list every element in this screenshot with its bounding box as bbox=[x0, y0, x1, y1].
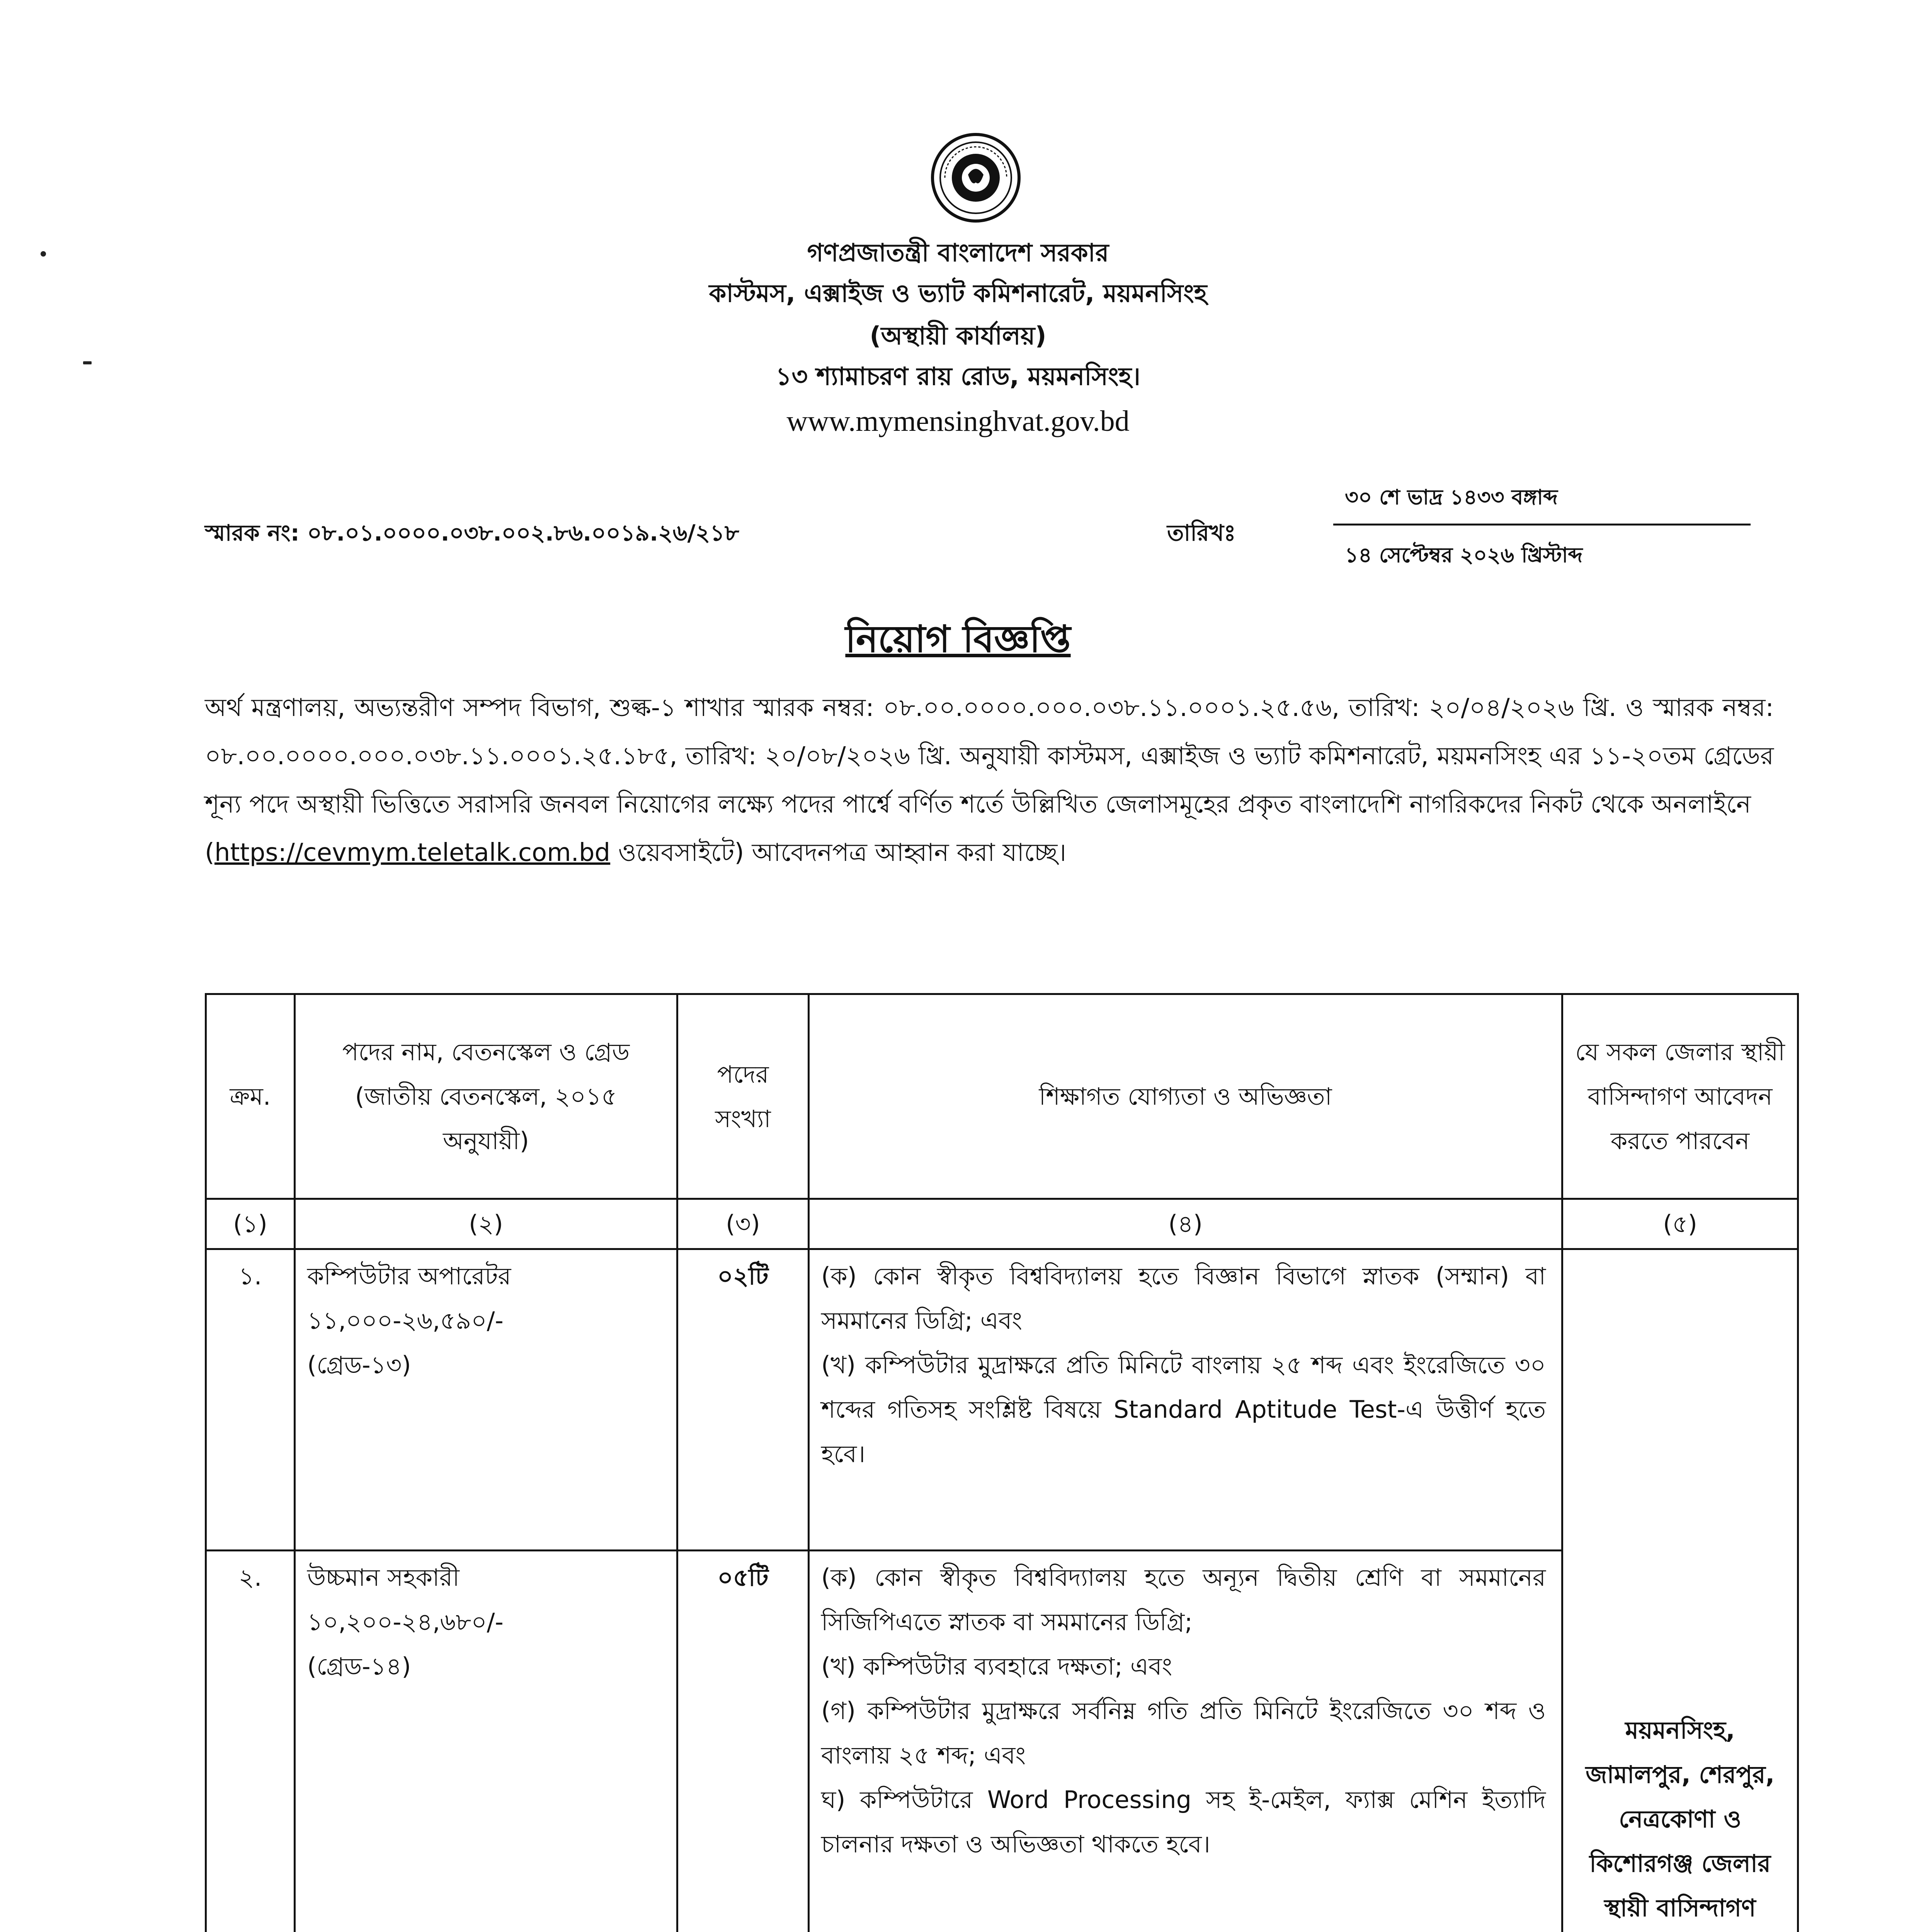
header-address: ১৩ শ্যামাচরণ রায় রোড, ময়মনসিংহ। bbox=[775, 362, 1141, 391]
row-qualifications bbox=[809, 1551, 1562, 1932]
header-temporary-office: (অস্থায়ী কার্যালয়) bbox=[870, 322, 1046, 350]
jobs-table bbox=[205, 993, 1799, 1932]
row-post bbox=[295, 1249, 677, 1551]
row-serial: ২. bbox=[206, 1551, 295, 1932]
row-post bbox=[295, 1551, 677, 1932]
table-header-row bbox=[206, 994, 1798, 1199]
row-qualifications bbox=[809, 1249, 1562, 1551]
header-commissionerate: কাস্টমস, এক্সাইজ ও ভ্যাট কমিশনারেট, ময়মনসিংহ bbox=[709, 279, 1207, 308]
qualification-item: (গ) কম্পিউটার মুদ্রাক্ষরে সর্বনিম্ন গতি প্রতি মিনিটে ইংরেজিতে ৩০ শব্দ ও বাংলায় ২৫ শব্দ; এবং bbox=[821, 1697, 1546, 1769]
row-count: ০২টি bbox=[677, 1249, 809, 1551]
memo-number: স্মারক নং: ০৮.০১.০০০০.০৩৮.০০২.৮৬.০০১৯.২৬/২১৮ bbox=[205, 520, 739, 546]
header-government: গণপ্রজাতন্ত্রী বাংলাদেশ সরকার bbox=[807, 239, 1109, 267]
date-label: তারিখঃ bbox=[1167, 520, 1236, 546]
date-divider bbox=[1333, 524, 1751, 526]
header-serial: ক্রম. bbox=[206, 994, 295, 1199]
qualification-item: (ক) কোন স্বীকৃত বিশ্ববিদ্যালয় হতে বিজ্ঞান বিভাগে স্নাতক (সম্মান) বা সমমানের ডিগ্রি; এবং bbox=[821, 1262, 1546, 1335]
table-row bbox=[206, 1249, 1798, 1551]
table-row bbox=[206, 1551, 1798, 1932]
link-open: ( bbox=[205, 838, 214, 867]
qualification-item: (খ) কম্পিউটার ব্যবহারে দক্ষতা; এবং bbox=[821, 1652, 1172, 1680]
column-number: (৩) bbox=[677, 1199, 809, 1249]
post-name: উচ্চমান সহকারী bbox=[307, 1563, 459, 1592]
header-website[interactable]: www.mymensinghvat.gov.bd bbox=[786, 405, 1130, 437]
post-grade: (গ্রেড-১৪) bbox=[307, 1652, 411, 1680]
government-seal-icon bbox=[929, 131, 1022, 224]
header-districts: যে সকল জেলার স্থায়ী বাসিন্দাগণ আবেদন করতে পারবেন bbox=[1562, 994, 1798, 1199]
intro-end: ওয়েবসাইটে) আবেদনপত্র আহ্বান করা যাচ্ছে। bbox=[610, 838, 1067, 867]
notice-intro bbox=[205, 684, 1774, 877]
qualification-item: (ক) কোন স্বীকৃত বিশ্ববিদ্যালয় হতে অন্যূন দ্বিতীয় শ্রেণি বা সমমানের সিজিপিএতে স্নাতক বা সমমানের ডিগ্রি; bbox=[821, 1563, 1546, 1636]
column-number: (২) bbox=[295, 1199, 677, 1249]
qualification-item: (খ) কম্পিউটার মুদ্রাক্ষরে প্রতি মিনিটে বাংলায় ২৫ শব্দ এবং ইংরেজিতে ৩০ শব্দের গতিসহ সংশ্লিষ্ট বিষয়ে Standard Aptitude Test-এ উত্তীর্ণ হতে হবে। bbox=[821, 1351, 1546, 1468]
column-number-row bbox=[206, 1199, 1798, 1249]
date-bangla: ৩০ শে ভাদ্র ১৪৩৩ বঙ্গাব্দ bbox=[1345, 485, 1558, 509]
date-english: ১৪ সেপ্টেম্বর ২০২৬ খ্রিস্টাব্দ bbox=[1345, 543, 1583, 567]
column-number: (১) bbox=[206, 1199, 295, 1249]
notice-title: নিয়োগ বিজ্ঞপ্তি bbox=[845, 617, 1071, 661]
row-count: ০৫টি bbox=[677, 1551, 809, 1932]
header-qualification: শিক্ষাগত যোগ্যতা ও অভিজ্ঞতা bbox=[809, 994, 1562, 1199]
row-districts: ময়মনসিংহ, জামালপুর, শেরপুর, নেত্রকোণা ও কিশোরগঞ্জ জেলার স্থায়ী বাসিন্দাগণ bbox=[1562, 1249, 1798, 1932]
qualification-item: ঘ) কম্পিউটারে Word Processing সহ ই-মেইল, ফ্যাক্স মেশিন ইত্যাদি চালনার দক্ষতা ও অভিজ্ঞতা থাকতে হবে। bbox=[821, 1786, 1546, 1858]
application-link[interactable]: https://cevmym.teletalk.com.bd bbox=[214, 838, 611, 867]
post-scale: ১০,২০০-২৪,৬৮০/- bbox=[307, 1608, 504, 1636]
post-scale: ১১,০০০-২৬,৫৯০/- bbox=[307, 1306, 504, 1335]
post-name: কম্পিউটার অপারেটর bbox=[307, 1262, 511, 1290]
post-grade: (গ্রেড-১৩) bbox=[307, 1351, 411, 1379]
intro-text: অর্থ মন্ত্রণালয়, অভ্যন্তরীণ সম্পদ বিভাগ, শুল্ক-১ শাখার স্মারক নম্বর: ০৮.০০.০০০০.০০০.০৩৮.১১.০০০১.২৫.৫৬, তারিখ: ২০/০৪/২০২৬ খ্রি. ও স্মারক নম্বর: ০৮.০০.০০০০.০০০.০৩৮.১১.০০০১.২৫.১৮৫, তারিখ: ২০/০৮/২০২৬ খ্রি. অনুযায়ী কাস্টমস, এক্সাইজ ও ভ্যাট কমিশনারেট, ময়মনসিংহ এর ১১-২০তম গ্রেডের শূন্য পদে অস্থায়ী ভিত্তিতে সরাসরি জনবল নিয়োগের লক্ষ্যে পদের পার্শ্বে বর্ণিত শর্তে উল্লিখিত জেলাসমূহের প্রকৃত বাংলাদেশি নাগরিকদের নিকট থেকে অনলাইনে bbox=[205, 694, 1774, 819]
column-number: (৫) bbox=[1562, 1199, 1798, 1249]
header-count: পদের সংখ্যা bbox=[677, 994, 809, 1199]
column-number: (৪) bbox=[809, 1199, 1562, 1249]
row-serial: ১. bbox=[206, 1249, 295, 1551]
header-post: পদের নাম, বেতনস্কেল ও গ্রেড (জাতীয় বেতনস্কেল, ২০১৫ অনুযায়ী) bbox=[295, 994, 677, 1199]
